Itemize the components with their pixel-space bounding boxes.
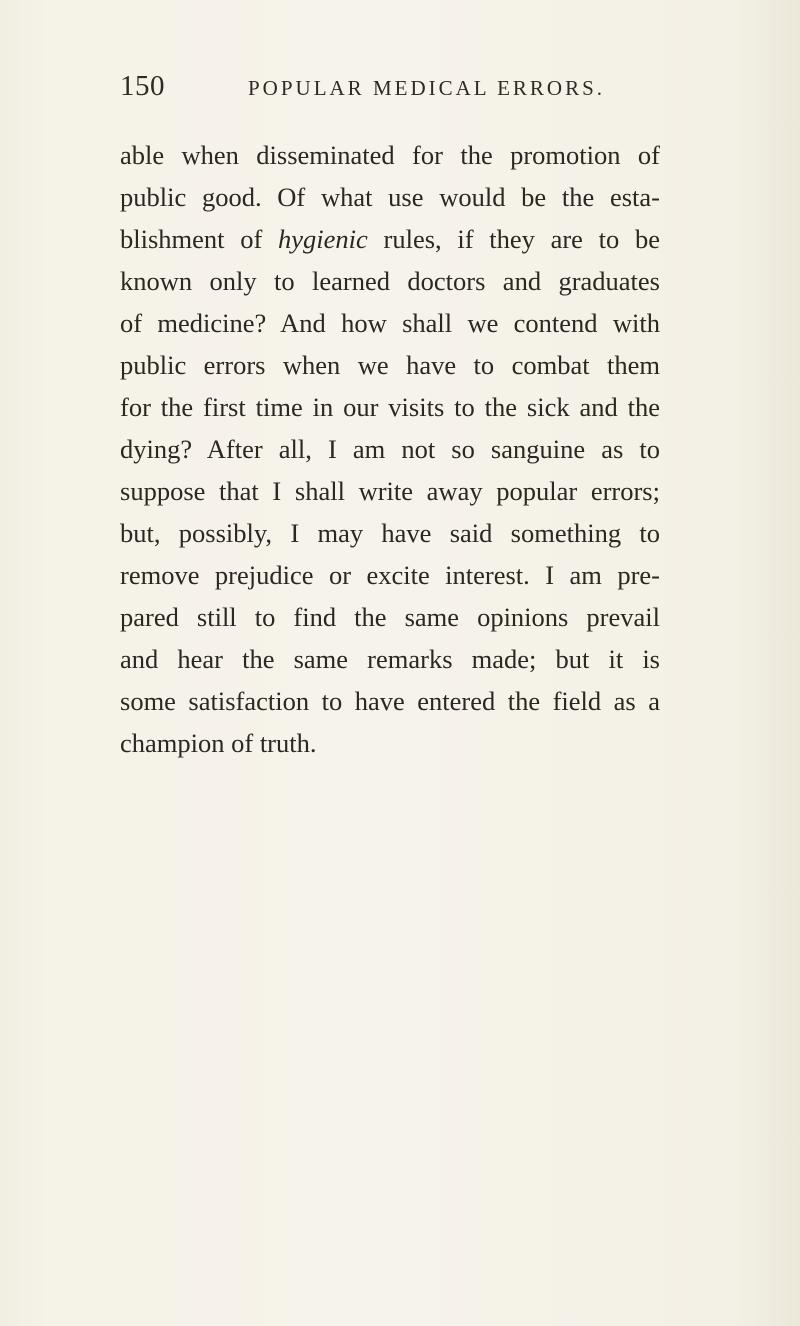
text-line: and hear the same remarks made; but it is [120, 644, 660, 674]
text-line: for the first time in our visits to the sick and the [120, 392, 660, 422]
text-line [120, 218, 660, 260]
text-line: suppose that I shall write away popular errors; [120, 476, 660, 506]
text-line: remove prejudice or excite interest. I am pre- [120, 560, 660, 590]
page-header [120, 70, 656, 110]
text-line: public errors when we have to combat them [120, 350, 660, 380]
text-segment: blishment of [120, 224, 279, 254]
text-line: of medicine? And how shall we contend with [120, 308, 660, 338]
text-line: some satisfaction to have entered the field as a [120, 686, 660, 716]
text-line: dying? After all, I am not so sanguine as to [120, 434, 660, 464]
text-line: public good. Of what use would be the esta- [120, 182, 660, 212]
text-line: champion of truth. [120, 728, 317, 758]
text-line: known only to learned doctors and graduates [120, 266, 660, 296]
italic-word: hygienic [278, 224, 368, 254]
text-line: but, possibly, I may have said something to [120, 518, 660, 548]
body-text [120, 134, 660, 764]
text-line: able when disseminated for the promotion of [120, 140, 660, 170]
running-head: POPULAR MEDICAL ERRORS. [248, 76, 606, 100]
text-segment: rules, if they are to be [367, 224, 660, 254]
page-number: 150 [120, 70, 165, 102]
text-line: pared still to find the same opinions prevail [120, 602, 660, 632]
